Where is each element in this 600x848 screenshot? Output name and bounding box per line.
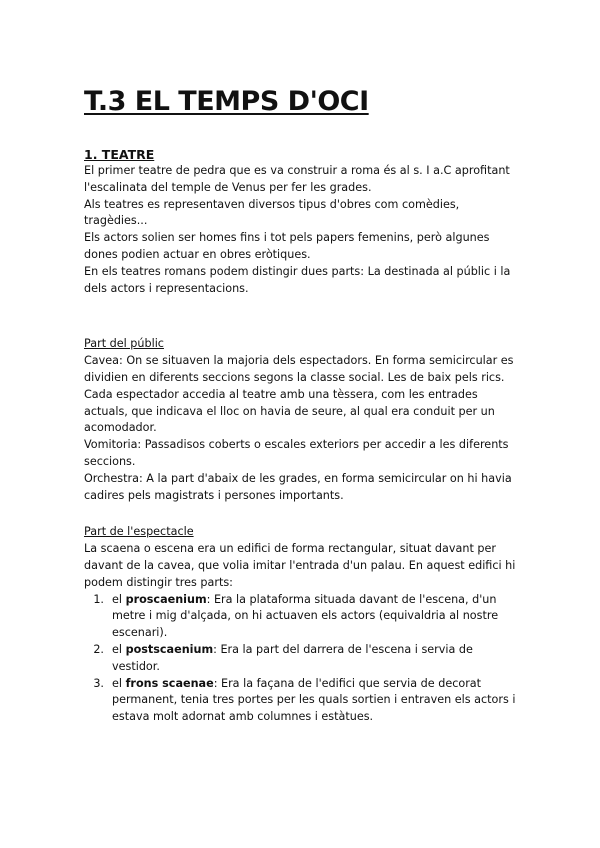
paragraph: La scaena o escena era un edifici de forma rectangular, situat davant per davant de la cavea, que volia imitar l'entrada d'un palau. En aquest edifici hi podem distingir tres parts:	[84, 542, 516, 589]
item-term: postscaenium	[125, 642, 214, 656]
list-item	[84, 642, 524, 676]
paragraph: Orchestra: A la part d'abaix de les grades, en forma semicircular on hi havia cadires pels magistrats i persones importants.	[84, 471, 512, 502]
item-term: proscaenium	[125, 592, 207, 606]
paragraph: Als teatres es representaven diversos tipus d'obres com comèdies, tragèdies...	[84, 197, 460, 228]
paragraph: Vomitoria: Passadisos coberts o escales exteriors per accedir a les diferents seccions.	[84, 438, 509, 468]
paragraph: En els teatres romans podem distingir dues parts: La destinada al públic i la dels actors i representacions.	[84, 264, 511, 295]
section-heading-teatre: 1. TEATRE	[84, 147, 155, 162]
subheading-show-part: Part de l'espectacle	[84, 525, 194, 539]
list-item	[84, 592, 524, 642]
paragraph: Cavea: On se situaven la majoria dels espectadors. En forma semicircular es dividien en diferents seccions segons la classe social. Les de baix pels rics.	[84, 354, 514, 384]
list-number: 3.	[93, 676, 104, 690]
item-text: : Era la plataforma situada davant de l'escena, d'un metre i mig d'alçada, on hi actuaven els actors (equivaldria al nostre escenari).	[112, 592, 499, 640]
paragraph: El primer teatre de pedra que es va construir a roma és al s. I a.C aprofitant l'escalinata del temple de Venus per fer les grades.	[84, 164, 510, 194]
item-term: frons scaenae	[125, 676, 214, 690]
item-text: : Era la part del darrera de l'escena i servia de vestidor.	[112, 642, 473, 673]
document-body	[84, 146, 524, 726]
list-item	[84, 676, 524, 726]
subheading-public-part: Part del públic	[84, 337, 164, 351]
item-prefix: el	[112, 676, 126, 690]
paragraph: Els actors solien ser homes fins i tot pels papers femenins, però algunes dones podien actuar en obres eròtiques.	[84, 231, 490, 261]
item-text: : Era la façana de l'edifici que servia de decorat permanent, tenia tres portes per les quals sortien i entraven els actors i estava molt adornat amb columnes i estàtues.	[112, 676, 516, 724]
list-number: 2.	[93, 642, 104, 656]
list-number: 1.	[93, 592, 104, 606]
item-prefix: el	[112, 592, 126, 606]
item-prefix: el	[112, 642, 126, 656]
paragraph: Cada espectador accedia al teatre amb una tèssera, com les entrades actuals, que indicava el lloc on havia de seure, al qual era conduit per un acomodador.	[84, 387, 495, 435]
page-title: T.3 EL TEMPS D'OCI	[84, 86, 369, 117]
scaena-parts-list	[84, 592, 524, 726]
